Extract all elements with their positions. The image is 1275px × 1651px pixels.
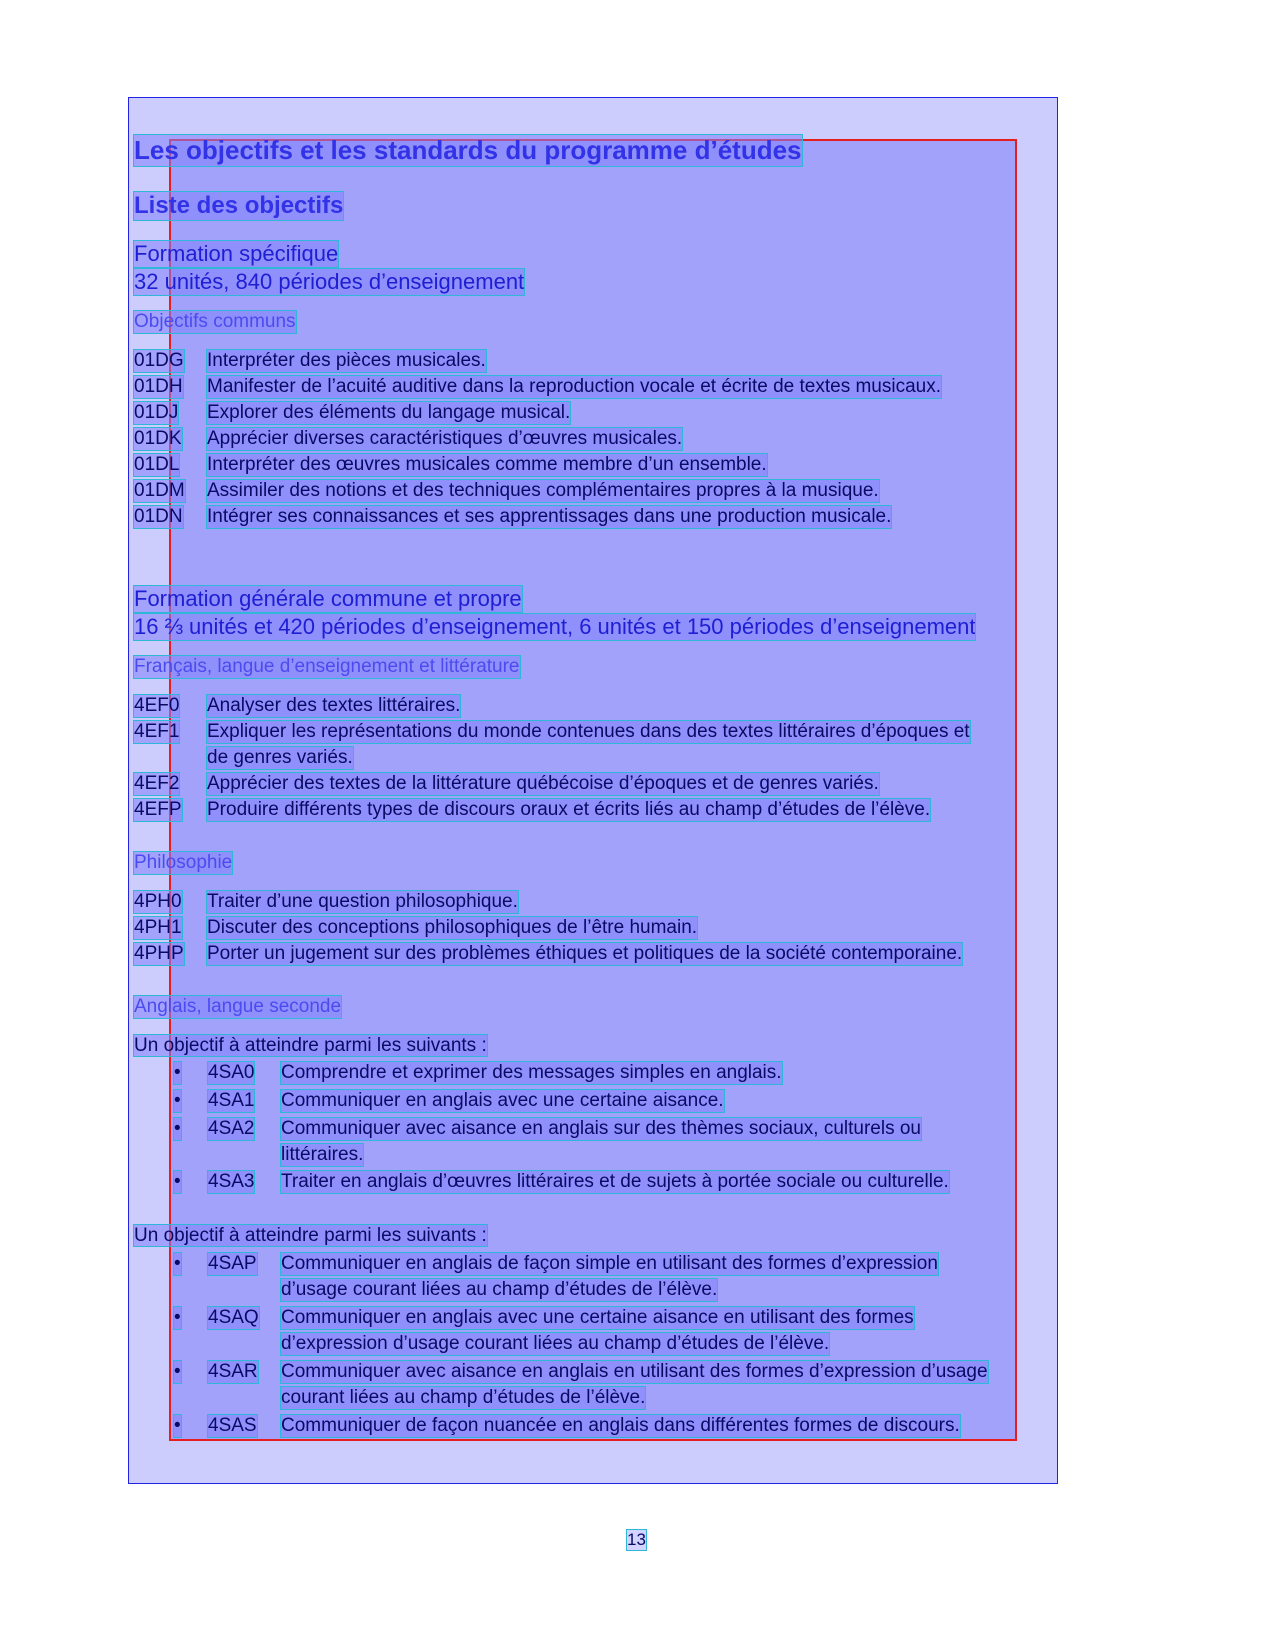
- objective-code: 01DJ: [134, 402, 179, 423]
- objective-text: Intégrer ses connaissances et ses apprentissages dans une production musicale.: [207, 506, 892, 527]
- objective-text-continuation: d’expression d’usage courant liées au champ d’études de l’élève.: [281, 1333, 830, 1354]
- objective-text: Communiquer en anglais avec une certaine aisance en utilisant des formes: [281, 1307, 914, 1328]
- objective-text: Communiquer de façon nuancée en anglais dans différentes formes de discours.: [281, 1415, 960, 1436]
- objective-text: Apprécier des textes de la littérature québécoise d’époques et de genres variés.: [207, 773, 879, 794]
- general-heading: Formation générale commune et propre: [134, 586, 522, 611]
- objective-text: Porter un jugement sur des problèmes éthiques et politiques de la société contemporaine.: [207, 943, 963, 964]
- objective-code: 4SA3: [208, 1171, 255, 1192]
- objective-code: 4SA0: [208, 1062, 255, 1083]
- objective-code: 4SAP: [208, 1253, 257, 1274]
- philosophie-heading: Philosophie: [134, 852, 233, 873]
- common-objectives-heading: Objectifs communs: [134, 311, 296, 332]
- objective-code: 4SA1: [208, 1090, 255, 1111]
- bullet-icon: •: [174, 1415, 181, 1436]
- choice-intro-text: Un objectif à atteindre parmi les suivants :: [134, 1225, 487, 1246]
- objective-code: 01DM: [134, 480, 185, 501]
- anglais-heading: Anglais, langue seconde: [134, 996, 342, 1017]
- objective-text: Explorer des éléments du langage musical.: [207, 402, 571, 423]
- objective-code: 4PH0: [134, 891, 182, 912]
- objective-text: Expliquer les représentations du monde contenues dans des textes littéraires d’époques et: [207, 721, 970, 742]
- francais-heading: Français, langue d’enseignement et littérature: [134, 656, 520, 677]
- objective-text: Produire différents types de discours oraux et écrits liés au champ d’études de l’élève.: [207, 799, 931, 820]
- objective-text: Communiquer en anglais avec une certaine aisance.: [281, 1090, 724, 1111]
- objective-text: Analyser des textes littéraires.: [207, 695, 461, 716]
- objective-text: Traiter en anglais d’œuvres littéraires et de sujets à portée sociale ou culturelle.: [281, 1171, 949, 1192]
- objective-text: Discuter des conceptions philosophiques de l’être humain.: [207, 917, 698, 938]
- objective-text-continuation: courant liées au champ d’études de l’élève.: [281, 1387, 646, 1408]
- objective-code: 4EF2: [134, 773, 180, 794]
- objective-text: Apprécier diverses caractéristiques d’œuvres musicales.: [207, 428, 683, 449]
- choice-intro-text: Un objectif à atteindre parmi les suivants :: [134, 1035, 487, 1056]
- objective-text: Interpréter des pièces musicales.: [207, 350, 486, 371]
- objective-code: 01DL: [134, 454, 180, 475]
- bullet-icon: •: [174, 1361, 181, 1382]
- objective-text: Communiquer avec aisance en anglais en utilisant des formes d’expression d’usage: [281, 1361, 988, 1382]
- objective-text-continuation: littéraires.: [281, 1144, 364, 1165]
- objective-text-continuation: de genres variés.: [207, 747, 353, 768]
- objective-code: 01DG: [134, 350, 184, 371]
- objective-code: 4EF0: [134, 695, 180, 716]
- section-subtitle: Liste des objectifs: [134, 192, 344, 219]
- bullet-icon: •: [174, 1090, 181, 1111]
- page-number: 13: [627, 1530, 646, 1549]
- objective-code: 4SA2: [208, 1118, 255, 1139]
- choice-intro: [134, 1035, 487, 1057]
- bullet-icon: •: [174, 1118, 181, 1139]
- objective-text: Interpréter des œuvres musicales comme membre d’un ensemble.: [207, 454, 767, 475]
- objective-code: 4PH1: [134, 917, 182, 938]
- bullet-icon: •: [174, 1253, 181, 1274]
- page-title: Les objectifs et les standards du programme d’études: [134, 135, 802, 165]
- bullet-icon: •: [174, 1062, 181, 1083]
- objective-code: 4SAS: [208, 1415, 257, 1436]
- specific-units: 32 unités, 840 périodes d’enseignement: [134, 269, 525, 294]
- objective-text: Comprendre et exprimer des messages simples en anglais.: [281, 1062, 782, 1083]
- objective-code: 4EF1: [134, 721, 180, 742]
- specific-heading: Formation spécifique: [134, 241, 339, 266]
- objective-text: Communiquer en anglais de façon simple en utilisant des formes d’expression: [281, 1253, 938, 1274]
- objective-code: 01DH: [134, 376, 183, 397]
- objective-text-continuation: d’usage courant liées au champ d’études de l’élève.: [281, 1279, 718, 1300]
- objective-text: Manifester de l’acuité auditive dans la reproduction vocale et écrite de textes musicaux.: [207, 376, 942, 397]
- objective-code: 4EFP: [134, 799, 182, 820]
- general-units: 16 ⅔ unités et 420 périodes d’enseignement, 6 unités et 150 périodes d’enseignement: [134, 614, 976, 639]
- objective-code: 4SAQ: [208, 1307, 259, 1328]
- objective-text: Assimiler des notions et des techniques complémentaires propres à la musique.: [207, 480, 879, 501]
- objective-code: 4SAR: [208, 1361, 258, 1382]
- objective-text: Traiter d’une question philosophique.: [207, 891, 518, 912]
- objective-text: Communiquer avec aisance en anglais sur des thèmes sociaux, culturels ou: [281, 1118, 921, 1139]
- bullet-icon: •: [174, 1307, 181, 1328]
- bullet-icon: •: [174, 1171, 181, 1192]
- objective-code: 4PHP: [134, 943, 184, 964]
- objective-code: 01DK: [134, 428, 182, 449]
- choice-intro: [134, 1225, 487, 1247]
- objective-code: 01DN: [134, 506, 183, 527]
